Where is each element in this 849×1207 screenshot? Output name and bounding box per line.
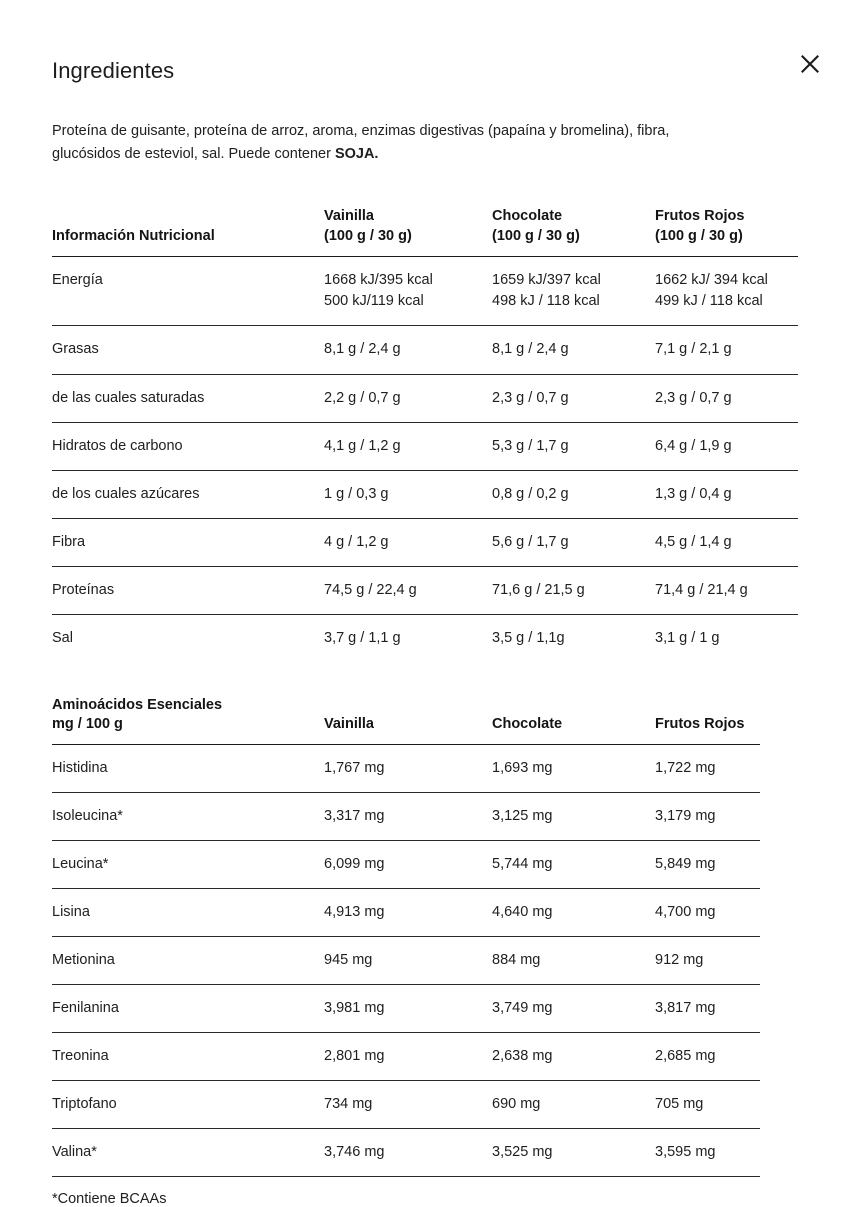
row-value-frutos: 7,1 g / 2,1 g bbox=[655, 326, 798, 374]
row-label: Triptofano bbox=[52, 1080, 324, 1128]
row-label: Fenilanina bbox=[52, 984, 324, 1032]
row-value-chocolate: 2,3 g / 0,7 g bbox=[492, 374, 655, 422]
column-header-line1: Chocolate bbox=[492, 208, 563, 225]
row-value-frutos: 4,700 mg bbox=[655, 888, 760, 936]
row-value-vainilla: 2,801 mg bbox=[324, 1032, 492, 1080]
table-row bbox=[52, 840, 760, 888]
table-row bbox=[52, 518, 798, 566]
table-row bbox=[52, 1128, 760, 1176]
table-row bbox=[52, 1032, 760, 1080]
column-header-line1: Vainilla bbox=[324, 208, 374, 225]
column-header-line1: Información Nutricional bbox=[52, 227, 215, 244]
row-label: Energía bbox=[52, 257, 324, 326]
row-label: Valina* bbox=[52, 1128, 324, 1176]
row-value-vainilla: 2,2 g / 0,7 g bbox=[324, 374, 492, 422]
close-icon[interactable] bbox=[791, 45, 829, 83]
column-header-vainilla bbox=[324, 696, 492, 745]
row-value-frutos: 3,817 mg bbox=[655, 984, 760, 1032]
table-row bbox=[52, 1080, 760, 1128]
row-value-vainilla: 3,981 mg bbox=[324, 984, 492, 1032]
row-value-vainilla: 1,767 mg bbox=[324, 744, 492, 792]
row-value-chocolate bbox=[492, 257, 655, 326]
row-value-frutos: 1,3 g / 0,4 g bbox=[655, 470, 798, 518]
amino-table-body bbox=[52, 744, 760, 1176]
row-label: Grasas bbox=[52, 326, 324, 374]
value-line1: 1668 kJ/395 kcal bbox=[324, 272, 433, 289]
row-label: Proteínas bbox=[52, 566, 324, 614]
row-value-frutos: 2,3 g / 0,7 g bbox=[655, 374, 798, 422]
row-value-vainilla: 8,1 g / 2,4 g bbox=[324, 326, 492, 374]
row-label: Histidina bbox=[52, 744, 324, 792]
row-label: Hidratos de carbono bbox=[52, 422, 324, 470]
table-row bbox=[52, 792, 760, 840]
table-row bbox=[52, 936, 760, 984]
row-value-chocolate: 5,3 g / 1,7 g bbox=[492, 422, 655, 470]
row-value-chocolate: 71,6 g / 21,5 g bbox=[492, 566, 655, 614]
row-value-chocolate: 5,6 g / 1,7 g bbox=[492, 518, 655, 566]
row-value-vainilla: 4 g / 1,2 g bbox=[324, 518, 492, 566]
row-value-frutos: 4,5 g / 1,4 g bbox=[655, 518, 798, 566]
table-header-row bbox=[52, 696, 760, 745]
amino-title-line1: Aminoácidos Esenciales bbox=[52, 696, 223, 713]
nutrition-table-body bbox=[52, 257, 798, 662]
table-row bbox=[52, 326, 798, 374]
row-value-frutos: 1,722 mg bbox=[655, 744, 760, 792]
value-line1: 1662 kJ/ 394 kcal bbox=[655, 272, 768, 289]
column-header-chocolate bbox=[492, 696, 655, 745]
ingredients-allergen: SOJA. bbox=[334, 145, 379, 162]
row-value-vainilla: 3,317 mg bbox=[324, 792, 492, 840]
row-label: Lisina bbox=[52, 888, 324, 936]
column-header-line2: (100 g / 30 g) bbox=[324, 227, 412, 244]
nutrition-table bbox=[52, 207, 798, 661]
column-header-line2: Vainilla bbox=[324, 716, 374, 733]
column-header-vainilla bbox=[324, 207, 492, 257]
row-value-chocolate: 1,693 mg bbox=[492, 744, 655, 792]
table-row bbox=[52, 566, 798, 614]
column-header-frutos-rojos bbox=[655, 696, 760, 745]
table-row bbox=[52, 257, 798, 326]
row-value-chocolate: 0,8 g / 0,2 g bbox=[492, 470, 655, 518]
column-header-line2: Frutos Rojos bbox=[655, 716, 745, 733]
row-value-vainilla: 945 mg bbox=[324, 936, 492, 984]
column-header-line2: (100 g / 30 g) bbox=[655, 227, 743, 244]
row-value-vainilla: 734 mg bbox=[324, 1080, 492, 1128]
row-value-chocolate: 3,5 g / 1,1g bbox=[492, 629, 565, 646]
bcaa-footnote: *Contiene BCAAs bbox=[52, 1190, 167, 1207]
row-label: Sal bbox=[52, 629, 73, 646]
amino-section-title bbox=[52, 696, 324, 745]
row-value-frutos: 3,595 mg bbox=[655, 1128, 760, 1176]
column-header-chocolate bbox=[492, 207, 655, 257]
row-value-chocolate: 8,1 g / 2,4 g bbox=[492, 326, 655, 374]
amino-title-line2: mg / 100 g bbox=[52, 716, 123, 733]
value-line2: 500 kJ/119 kcal bbox=[324, 293, 424, 310]
row-value-vainilla: 6,099 mg bbox=[324, 840, 492, 888]
row-value-chocolate: 690 mg bbox=[492, 1080, 655, 1128]
value-line2: 498 kJ / 118 kcal bbox=[492, 293, 600, 310]
row-value-chocolate: 3,125 mg bbox=[492, 792, 655, 840]
row-label: Fibra bbox=[52, 518, 324, 566]
table-row bbox=[52, 374, 798, 422]
row-value-frutos: 705 mg bbox=[655, 1080, 760, 1128]
table-row bbox=[52, 888, 760, 936]
column-header-label bbox=[52, 207, 324, 257]
nutrition-table-head bbox=[52, 207, 798, 257]
row-value-vainilla: 3,7 g / 1,1 g bbox=[324, 629, 401, 646]
row-value-frutos: 3,1 g / 1 g bbox=[655, 629, 720, 646]
row-label: Metionina bbox=[52, 936, 324, 984]
table-row bbox=[52, 984, 760, 1032]
ingredients-text bbox=[52, 120, 692, 165]
row-value-chocolate: 5,744 mg bbox=[492, 840, 655, 888]
column-header-frutos-rojos bbox=[655, 207, 798, 257]
row-value-chocolate: 2,638 mg bbox=[492, 1032, 655, 1080]
row-label: Treonina bbox=[52, 1032, 324, 1080]
value-line1: 1659 kJ/397 kcal bbox=[492, 272, 601, 289]
row-label: Isoleucina* bbox=[52, 792, 324, 840]
table-row bbox=[52, 614, 798, 662]
row-value-vainilla bbox=[324, 257, 492, 326]
column-header-line2: Chocolate bbox=[492, 716, 563, 733]
row-value-frutos: 71,4 g / 21,4 g bbox=[655, 566, 798, 614]
row-value-chocolate: 3,749 mg bbox=[492, 984, 655, 1032]
table-row bbox=[52, 744, 760, 792]
column-header-line1: Frutos Rojos bbox=[655, 208, 745, 225]
row-value-chocolate: 884 mg bbox=[492, 936, 655, 984]
table-row bbox=[52, 470, 798, 518]
row-label: de las cuales saturadas bbox=[52, 374, 324, 422]
amino-table-head bbox=[52, 696, 760, 745]
row-value-vainilla: 74,5 g / 22,4 g bbox=[324, 566, 492, 614]
row-value-frutos: 912 mg bbox=[655, 936, 760, 984]
value-line2: 499 kJ / 118 kcal bbox=[655, 293, 763, 310]
row-value-frutos: 3,179 mg bbox=[655, 792, 760, 840]
page-title: Ingredientes bbox=[52, 58, 175, 83]
row-value-vainilla: 4,913 mg bbox=[324, 888, 492, 936]
amino-acids-table bbox=[52, 696, 760, 1177]
table-row bbox=[52, 422, 798, 470]
table-header-row bbox=[52, 207, 798, 257]
row-value-frutos: 5,849 mg bbox=[655, 840, 760, 888]
row-label: de los cuales azúcares bbox=[52, 470, 324, 518]
row-value-vainilla: 4,1 g / 1,2 g bbox=[324, 422, 492, 470]
column-header-line2: (100 g / 30 g) bbox=[492, 227, 580, 244]
row-value-frutos: 6,4 g / 1,9 g bbox=[655, 422, 798, 470]
row-value-frutos: 2,685 mg bbox=[655, 1032, 760, 1080]
row-value-vainilla: 1 g / 0,3 g bbox=[324, 470, 492, 518]
row-value-chocolate: 3,525 mg bbox=[492, 1128, 655, 1176]
row-value-vainilla: 3,746 mg bbox=[324, 1128, 492, 1176]
row-value-chocolate: 4,640 mg bbox=[492, 888, 655, 936]
row-label: Leucina* bbox=[52, 840, 324, 888]
ingredients-body: Proteína de guisante, proteína de arroz, aroma, enzimas digestivas (papaína y bromelina), fibra, glucósidos de esteviol, sal. Puede contener bbox=[52, 123, 670, 162]
row-value-frutos bbox=[655, 257, 798, 326]
